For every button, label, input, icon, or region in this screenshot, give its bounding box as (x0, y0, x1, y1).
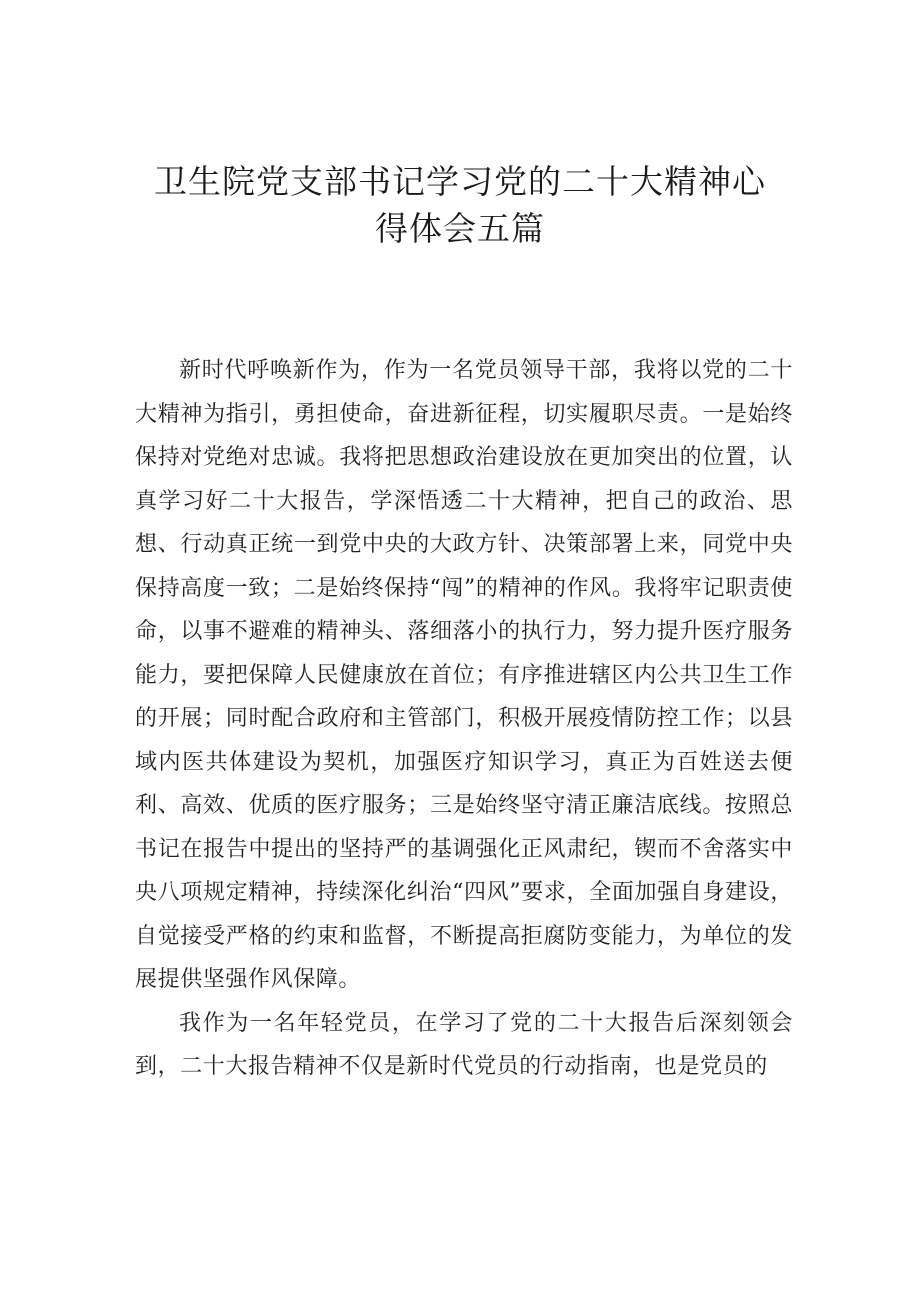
document-title (130, 158, 790, 252)
paragraph-1: 新时代呼唤新作为，作为一名党员领导干部，我将以党的二十大精神为指引，勇担使命，奋进新征程，切实履职尽责。一是始终保持对党绝对忠诚。我将把思想政治建设放在更加突出的位置，认真学习好二十大报告，学深悟透二十大精神，把自己的政治、思想、行动真正统一到党中央的大政方针、决策部署上来，同党中央保持高度一致；二是始终保持“闯”的精神的作风。我将牢记职责使命，以事不避难的精神头、落细落小的执行力，努力提升医疗服务能力，要把保障人民健康放在首位；有序推进辖区内公共卫生工作的开展；同时配合政府和主管部门，积极开展疫情防控工作；以县域内医共体建设为契机，加强医疗知识学习，真正为百姓送去便利、高效、优质的医疗服务；三是始终坚守清正廉洁底线。按照总书记在报告中提出的坚持严的基调强化正风肃纪，锲而不舍落实中央八项规定精神，持续深化纠治“四风”要求，全面加强自身建设，自觉接受严格的约束和监督，不断提高拒腐防变能力，为单位的发展提供坚强作风保障。 (135, 358, 793, 992)
title-line-1: 卫生院党支部书记学习党的二十大精神心 (154, 162, 766, 201)
title-line-2: 得体会五篇 (375, 209, 545, 248)
paragraph-2: 我作为一名年轻党员，在学习了党的二十大报告后深刻领会到，二十大报告精神不仅是新时代党员的行动指南，也是党员的 (135, 1010, 793, 1079)
document-body (135, 349, 793, 1089)
